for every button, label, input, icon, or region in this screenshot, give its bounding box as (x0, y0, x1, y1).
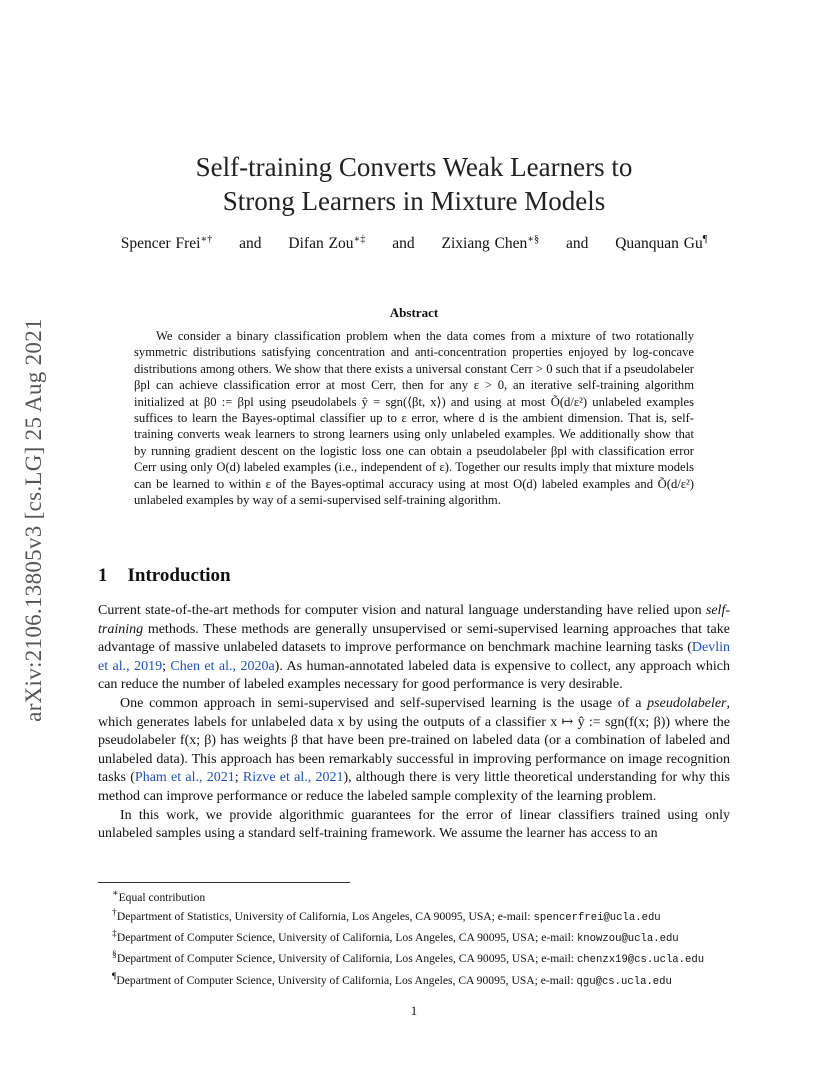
text-run: Current state-of-the-art methods for computer vision and natural language understanding have relied upon (98, 603, 706, 618)
author-4 (615, 235, 707, 252)
email-link[interactable]: knowzou@ucla.edu (576, 933, 679, 946)
author-name: Quanquan Gu (615, 235, 703, 253)
text-run: One common approach in semi-supervised and self-supervised learning is the usage of a (120, 695, 648, 711)
author-mark: ∗§ (527, 234, 540, 245)
text-run: ; (234, 770, 243, 786)
author-separator: and (565, 235, 589, 253)
footnote-mark: § (112, 949, 117, 961)
footnote-divider (98, 882, 350, 883)
text-run: ). As human-annotated labeled data is expensive to collect, any approach which can reduce the number of labeled examples necessary for good performance is very desirable. (98, 658, 731, 693)
footnote (98, 926, 730, 947)
author-mark: ∗† (200, 234, 213, 245)
text-run: methods. These methods are generally unsupervised or semi-supervised learning approaches that take advantage of massive unlabeled datasets to improve performance on benchmark machine learning tasks ( (98, 621, 730, 656)
body-text (98, 602, 730, 844)
footnote-text: Department of Computer Science, University of California, Los Angeles, CA 90095, USA; e-mail: (116, 931, 577, 945)
footnote (98, 969, 730, 990)
paper-title (60, 150, 768, 218)
author-name: Spencer Frei (120, 235, 201, 253)
author-mark: ∗‡ (353, 234, 366, 245)
email-link[interactable]: chenzx19@cs.ucla.edu (576, 954, 705, 967)
footnote-text: Equal contribution (118, 890, 206, 904)
footnote (98, 947, 730, 968)
footnote-mark: ∗ (112, 888, 119, 899)
email-link[interactable]: qgu@cs.ucla.edu (576, 975, 672, 988)
footnote-mark: † (112, 907, 117, 919)
footnote-text: Department of Statistics, University of California, Los Angeles, CA 90095, USA; e-mail: (116, 910, 534, 924)
citation-link[interactable]: Chen et al., 2020a (170, 658, 275, 674)
footnote-text: Department of Computer Science, University of California, Los Angeles, CA 90095, USA; e-mail: (116, 952, 577, 966)
footnote-mark: ‡ (112, 928, 117, 940)
author-2 (288, 235, 365, 252)
footnote-mark: ¶ (112, 970, 117, 982)
footnotes (98, 886, 730, 990)
section-number: 1 (98, 565, 108, 586)
author-3 (441, 235, 539, 252)
title-line-2: Strong Learners in Mixture Models (222, 186, 606, 216)
author-list (60, 234, 768, 253)
author-separator: and (392, 235, 415, 253)
emphasis: self-training (98, 603, 730, 637)
author-mark: ¶ (702, 234, 708, 245)
paragraph-2 (98, 695, 730, 807)
arxiv-sidebar (0, 0, 60, 1072)
author-name: Difan Zou (288, 235, 354, 253)
author-1 (121, 235, 213, 252)
arxiv-identifier[interactable]: arXiv:2106.13805v3 [cs.LG] 25 Aug 2021 (21, 318, 46, 722)
footnote (98, 886, 730, 905)
section-heading (98, 565, 231, 587)
abstract-heading: Abstract (389, 305, 439, 320)
footnote-text: Department of Computer Science, University of California, Los Angeles, CA 90095, USA; e-mail: (116, 973, 577, 987)
section-title: Introduction (127, 565, 231, 586)
author-name: Zixiang Chen (441, 235, 528, 253)
citation-link[interactable]: Pham et al., 2021 (134, 770, 235, 786)
paragraph-1 (98, 602, 730, 695)
citation-link[interactable]: Devlin et al., 2019 (98, 640, 730, 674)
title-line-1: Self-training Converts Weak Learners to (195, 152, 633, 182)
author-separator: and (239, 235, 262, 253)
citation-link[interactable]: Rizve et al., 2021 (242, 770, 344, 786)
paragraph-3: In this work, we provide algorithmic guarantees for the error of linear classifiers trained using only unlabeled samples using a standard self-training framework. We assume the learner has access to an (98, 807, 730, 842)
text-run: ; (162, 658, 171, 674)
text-run: ), although there is very little theoretical understanding for why this method can improve performance or reduce the labeled sample complexity of the learning problem. (98, 770, 730, 804)
footnote (98, 905, 730, 926)
page-number: 1 (410, 1003, 418, 1018)
text-run: , which generates labels for unlabeled data x by using the outputs of a classifier x ↦ ŷ := sgn(f(x; β)) where the pseudolabeler f(x; β) has weights β that have been pre-trained on labeled data (or a combination of labeled and unlabeled data). This approach has been remarkably successful in improving performance on image recognition tasks ( (98, 695, 730, 786)
abstract-text: We consider a binary classification problem when the data comes from a mixture of two rotationally symmetric distributions satisfying concentration and anti-concentration properties enjoyed by log-concave distributions among others. We show that there exists a universal constant Cerr > 0 such that if a pseudolabeler βpl can achieve classification error at most Cerr, then for any ε > 0, an iterative self-training algorithm initialized at β0 := βpl using pseudolabels ŷ = sgn(⟨βt, x⟩) and using at most Õ(d/ε²) unlabeled examples suffices to learn the Bayes-optimal classifier up to ε error, where d is the ambient dimension. That is, self-training converts weak learners to strong learners using only unlabeled examples. We additionally show that by running gradient descent on the logistic loss one can obtain a pseudolabeler βpl with classification error Cerr using only O(d) labeled examples (i.e., independent of ε). Together our results imply that mixture models can be learned to within ε of the Bayes-optimal accuracy using at most O(d) labeled examples and Õ(d/ε²) unlabeled examples by way of a semi-supervised self-training algorithm. (134, 329, 694, 508)
emphasis: pseudolabeler (647, 695, 727, 711)
email-link[interactable]: spencerfrei@ucla.edu (533, 912, 661, 925)
